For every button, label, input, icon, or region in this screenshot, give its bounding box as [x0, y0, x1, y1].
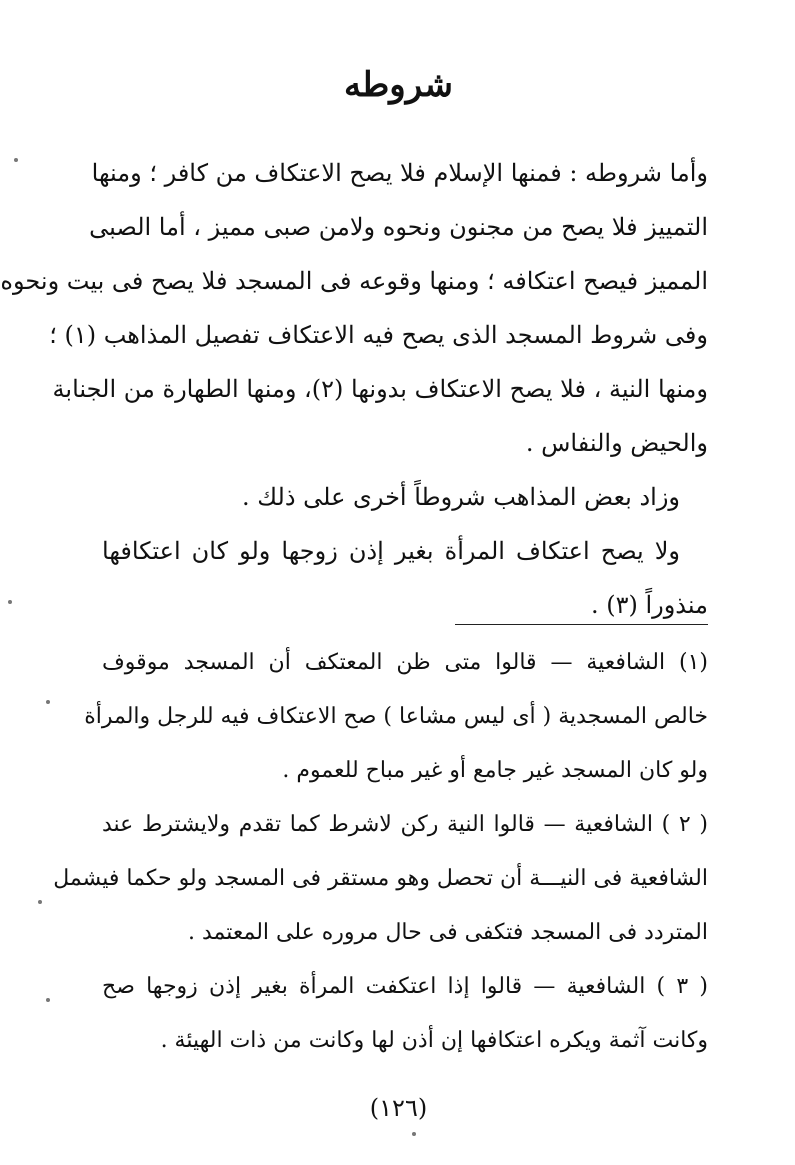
footnotes [53, 636, 708, 1068]
scan-speck [46, 998, 50, 1002]
footnote-line: الشافعية فى النيـــة أن تحصل وهو مستقر فى المسجد ولو حكما فيشمل [53, 866, 708, 891]
text-line: والحيض والنفاس . [525, 429, 708, 457]
footnote-line: ( ٣ ) الشافعية — قالوا إذا اعتكفت المرأة بغير إذن زوجها صح [102, 974, 708, 999]
main-text [0, 146, 708, 632]
footnote-line: المتردد فى المسجد فتكفى فى حال مروره على المعتمد . [187, 920, 708, 945]
scan-speck [38, 900, 42, 904]
text-line: منذوراً (٣) . [590, 591, 708, 619]
text-line: ولا يصح اعتكاف المرأة بغير إذن زوجها ولو كان اعتكافها [102, 537, 680, 565]
text-line: ومنها النية ، فلا يصح الاعتكاف بدونها (٢)، ومنها الطهارة من الجنابة [52, 375, 708, 403]
footnote-line: ولو كان المسجد غير جامع أو غير مباح للعموم . [282, 758, 708, 783]
footnote-line: خالص المسجدية ( أى ليس مشاعا ) صح الاعتكاف فيه للرجل والمرأة [84, 704, 708, 729]
footnote-line: وكانت آثمة ويكره اعتكافها إن أذن لها وكانت من ذات الهيئة . [160, 1028, 708, 1053]
text-line: التمييز فلا يصح من مجنون ونحوه ولامن صبى مميز ، أما الصبى [89, 213, 708, 241]
footnote-line: ( ٢ ) الشافعية — قالوا النية ركن لاشرط كما تقدم ولايشترط عند [102, 812, 708, 837]
page-title: شروطه [344, 65, 453, 105]
footnote-line: (١) الشافعية — قالوا متى ظن المعتكف أن المسجد موقوف [102, 650, 708, 675]
text-line: وفى شروط المسجد الذى يصح فيه الاعتكاف تفصيل المذاهب (١) ؛ [49, 321, 708, 349]
book-page [2, 0, 795, 1165]
page-number: (١٢٦) [369, 1094, 428, 1122]
scan-speck [412, 1132, 416, 1136]
text-line: وزاد بعض المذاهب شروطاً أخرى على ذلك . [242, 483, 680, 511]
footnote-divider [455, 624, 708, 625]
scan-speck [8, 600, 12, 604]
scan-speck [14, 158, 18, 162]
scan-speck [46, 700, 50, 704]
text-line: المميز فيصح اعتكافه ؛ ومنها وقوعه فى المسجد فلا يصح فى بيت ونحوه [0, 267, 708, 295]
text-line: وأما شروطه : فمنها الإسلام فلا يصح الاعتكاف من كافر ؛ ومنها [91, 159, 708, 187]
